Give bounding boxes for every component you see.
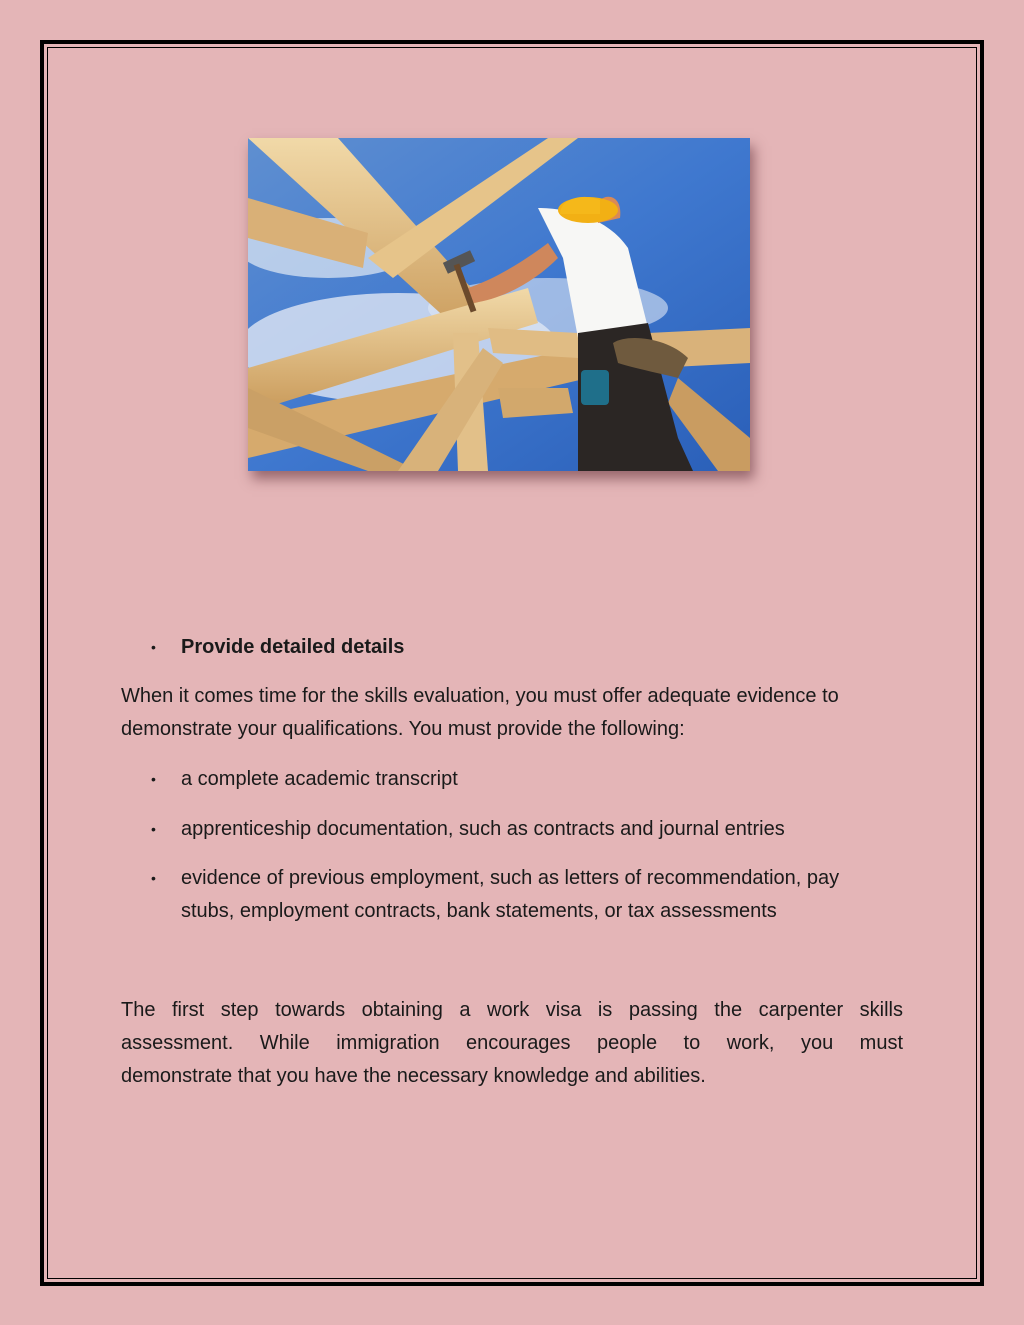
list-bullet: • [151, 771, 156, 787]
list-item-transcript: a complete academic transcript [181, 768, 458, 790]
carpenter-photo [248, 138, 750, 471]
conclusion-line-1: The first step towards obtaining a work visa is passing the carpenter skills [121, 999, 903, 1021]
list-bullet: • [151, 821, 156, 837]
list-item-employment-line-1: evidence of previous employment, such as letters of recommendation, pay [181, 867, 840, 889]
conclusion-line-3: demonstrate that you have the necessary knowledge and abilities. [121, 1065, 706, 1087]
intro-line-1: When it comes time for the skills evaluation, you must offer adequate evidence to [121, 685, 839, 707]
intro-line-2: demonstrate your qualifications. You must provide the following: [121, 718, 685, 740]
conclusion-line-2: assessment. While immigration encourages people to work, you must [121, 1032, 903, 1054]
list-item-apprenticeship: apprenticeship documentation, such as contracts and journal entries [181, 818, 785, 840]
list-item-employment-line-2: stubs, employment contracts, bank statements, or tax assessments [181, 900, 777, 922]
list-bullet: • [151, 870, 156, 886]
heading-bullet: • [151, 639, 156, 655]
section-heading: Provide detailed details [181, 636, 405, 658]
